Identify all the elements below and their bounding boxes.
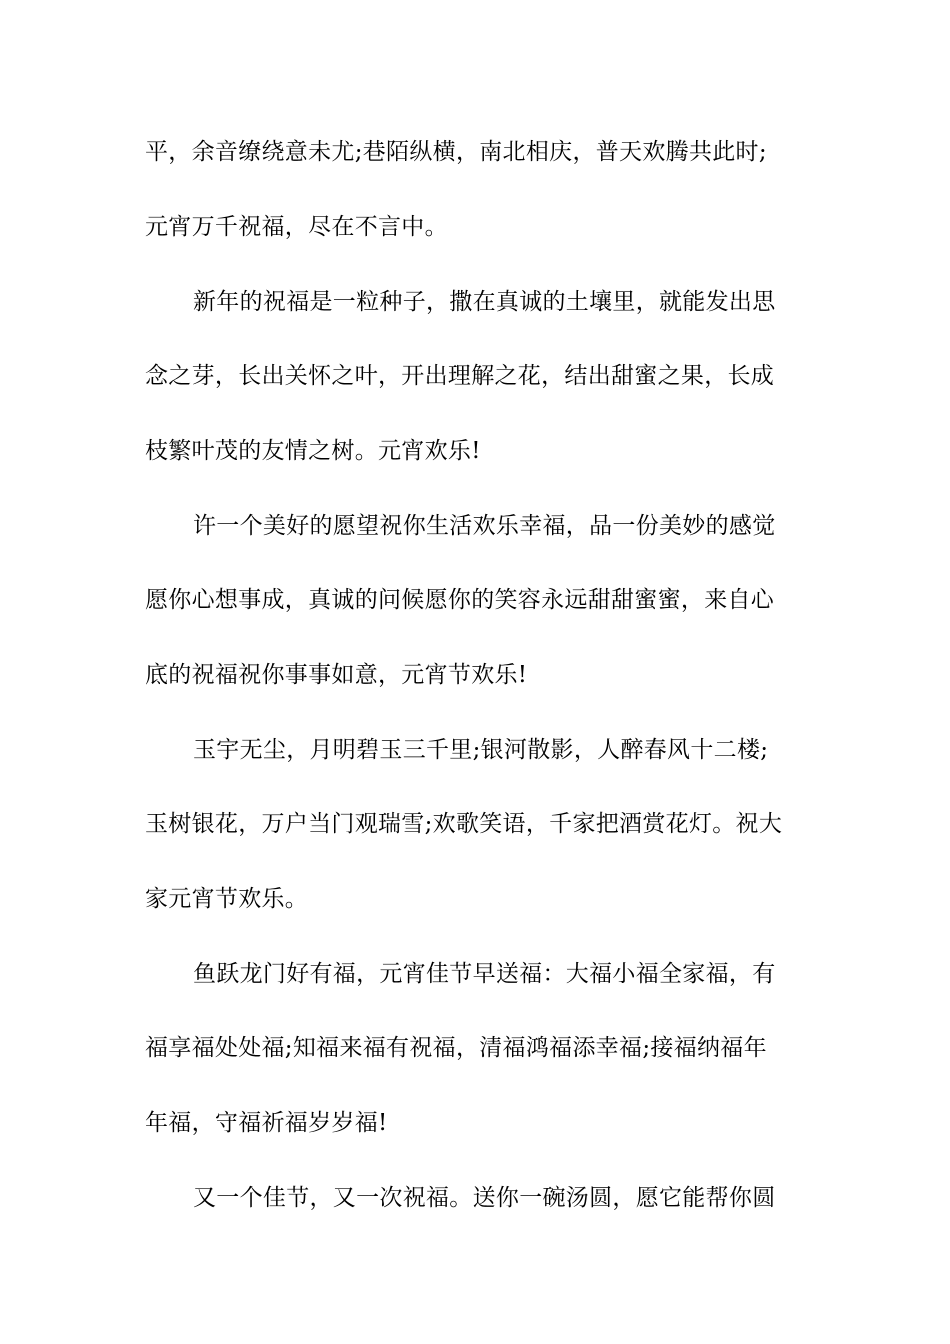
- text-line: 念之芽，长出关怀之叶，开出理解之花，结出甜蜜之果，长成: [145, 363, 775, 389]
- text-line: 底的祝福祝你事事如意，元宵节欢乐!: [145, 662, 528, 688]
- text-line: 家元宵节欢乐。: [145, 886, 309, 912]
- text-line: 玉树银花，万户当门观瑞雪;欢歌笑语，千家把酒赏花灯。祝大: [145, 811, 783, 837]
- paragraph-first-line: 鱼跃龙门好有福，元宵佳节早送福：大福小福全家福，有: [193, 961, 776, 987]
- text-line: 枝繁叶茂的友情之树。元宵欢乐!: [145, 438, 481, 464]
- text-line: 年福，守福祈福岁岁福!: [145, 1110, 388, 1136]
- text-line: 福享福处处福;知福来福有祝福，清福鸿福添幸福;接福纳福年: [145, 1035, 767, 1061]
- paragraph-first-line: 许一个美好的愿望祝你生活欢乐幸福，品一份美妙的感觉: [193, 513, 776, 539]
- text-line: 元宵万千祝福，尽在不言中。: [145, 214, 448, 240]
- paragraph-first-line: 玉宇无尘，月明碧玉三千里;银河散影，人醉春风十二楼;: [193, 737, 769, 763]
- text-line: 愿你心想事成，真诚的问候愿你的笑容永远甜甜蜜蜜，来自心: [145, 587, 775, 613]
- paragraph-first-line: 又一个佳节，又一次祝福。送你一碗汤圆，愿它能帮你圆: [193, 1185, 776, 1211]
- paragraph-first-line: 新年的祝福是一粒种子，撒在真诚的土壤里，就能发出思: [193, 289, 776, 315]
- text-line: 平，余音缭绕意未尤;巷陌纵横，南北相庆，普天欢腾共此时;: [145, 139, 767, 165]
